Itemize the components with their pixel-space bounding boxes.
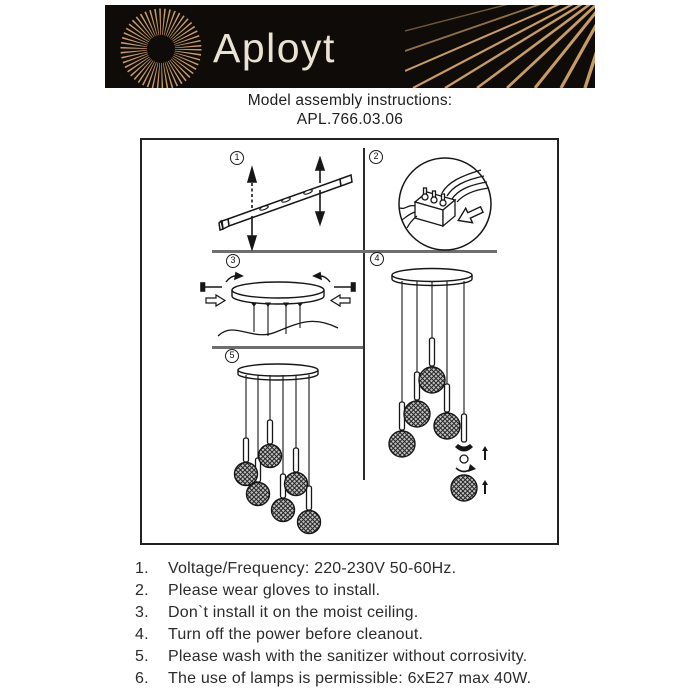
assembly-diagram-box [140,138,559,545]
page-title: Model assembly instructions: [247,92,453,109]
brand-name: Aployt [213,25,336,71]
sunburst-logo-icon [119,7,203,88]
step-1-diagram-mounting-bracket [212,156,362,256]
step-3-diagram-canopy-install [198,270,358,353]
instruction-item [135,668,597,690]
step-1-badge: 1 [230,151,244,165]
brand-banner [105,5,595,88]
instruction-text: Don`t install it on the moist ceiling. [168,604,419,621]
instruction-number: 4. [135,626,149,643]
instruction-number: 6. [135,670,149,687]
instruction-text: Turn off the power before cleanout. [168,626,424,643]
step-2-diagram-wiring-detail [395,154,495,259]
instruction-item [135,646,597,668]
step-3-badge: 3 [226,254,240,268]
instruction-number: 5. [135,648,149,665]
instructions-list [135,558,597,690]
vertical-divider [363,148,365,480]
instruction-number: 1. [135,560,149,577]
instruction-text: Voltage/Frequency: 220-230V 50-60Hz. [168,560,457,577]
instruction-item [135,580,597,602]
step-5-badge: 5 [225,349,239,363]
instruction-number: 3. [135,604,149,621]
instruction-item [135,602,597,624]
model-code: APL.766.03.06 [296,111,404,128]
instruction-number: 2. [135,582,149,599]
instruction-text: Please wash with the sanitizer without corrosivity. [168,648,528,665]
instruction-text: The use of lamps is permissible: 6xE27 max 40W. [168,670,532,687]
gold-rays-decoration [405,5,595,88]
step-4-diagram-pendant-assembly [382,266,494,511]
instruction-text: Please wear gloves to install. [168,582,381,599]
heading-block [0,92,700,129]
instruction-item [135,624,597,646]
step-5-diagram-assembled-lamp [200,362,360,549]
step-2-badge: 2 [369,150,383,164]
instruction-item [135,558,597,580]
step-4-badge: 4 [370,252,384,266]
